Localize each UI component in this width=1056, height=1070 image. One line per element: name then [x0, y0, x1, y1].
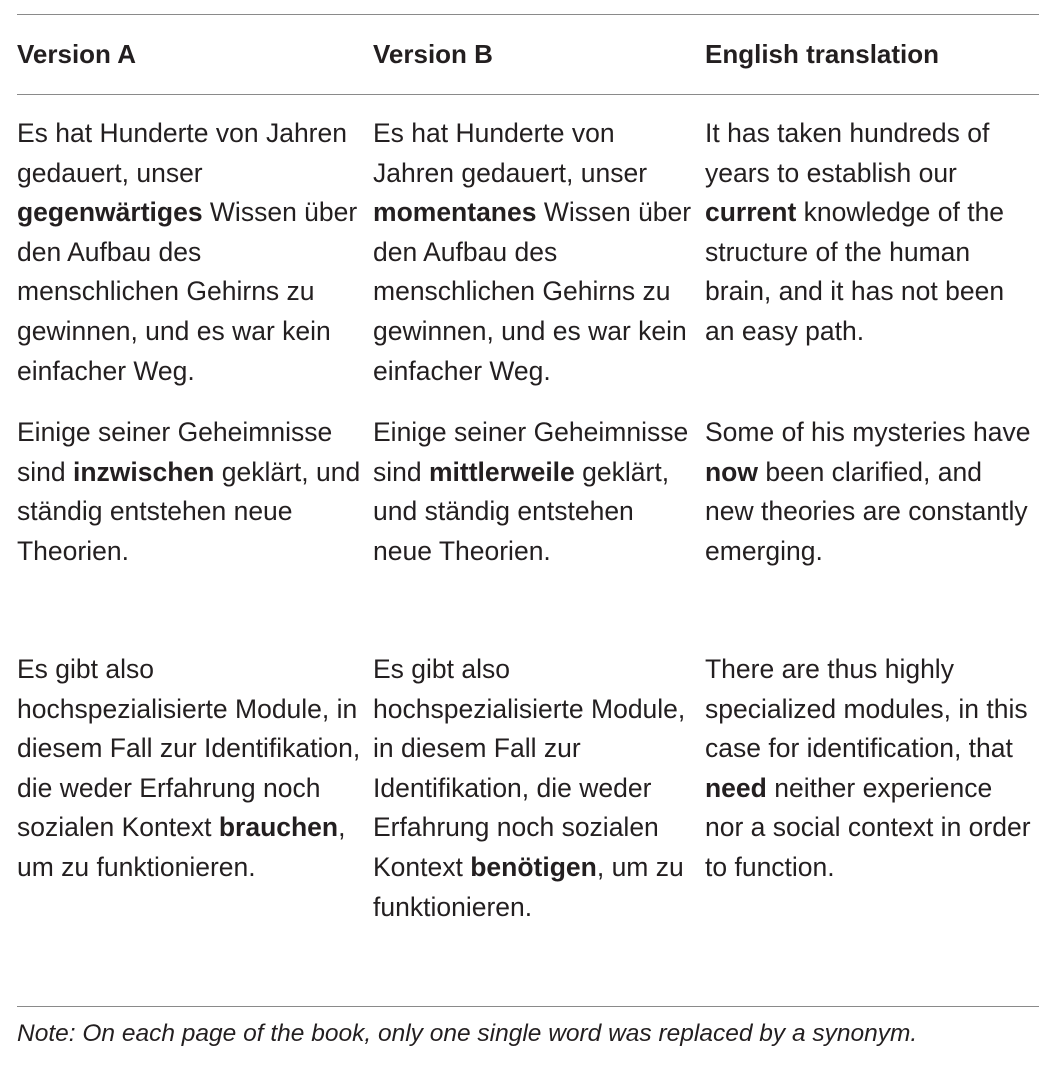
cell-version-b: Es gibt also hochspezialisierte Module, in diesem Fall zur Identifikation, die weder Erfahrung noch sozialen Kontext benötigen, um zu funktionieren. — [373, 654, 686, 922]
table-row — [17, 95, 1039, 413]
replaced-word: brauchen — [218, 812, 339, 843]
replaced-word: gegenwärtiges — [17, 197, 203, 228]
cell-version-b: Es hat Hunderte von Jahren gedauert, unser momentanes Wissen über den Aufbau des menschlichen Gehirns zu gewinnen, und es war kein einfacher Weg. — [373, 118, 692, 386]
bottom-rule — [17, 1006, 1039, 1007]
replaced-word: need — [705, 772, 767, 803]
synonym-table — [17, 14, 1039, 1003]
table-row — [17, 413, 1039, 650]
replaced-word: current — [705, 197, 797, 228]
replaced-word: benötigen — [470, 851, 597, 882]
table-note: Note: On each page of the book, only one single word was replaced by a synonym. — [17, 1020, 918, 1047]
replaced-word: inzwischen — [72, 456, 215, 487]
cell-version-a: Es hat Hunderte von Jahren gedauert, unser gegenwärtiges Wissen über den Aufbau des menschlichen Gehirns zu gewinnen, und es war kein einfacher Weg. — [17, 118, 358, 386]
replaced-word: momentanes — [373, 197, 537, 228]
cell-english-translation: Some of his mysteries have now been clarified, and new theories are constantly emerging. — [705, 417, 1031, 566]
header-version-b: Version B — [373, 39, 493, 69]
replaced-word: mittlerweile — [428, 456, 575, 487]
cell-version-a: Einige seiner Geheimnisse sind inzwischen geklärt, und ständig entstehen neue Theorien. — [17, 417, 361, 566]
header-version-a: Version A — [17, 39, 136, 69]
header-row — [17, 15, 1039, 94]
cell-english-translation: It has taken hundreds of years to establish our current knowledge of the structure of the human brain, and it has not been an easy path. — [705, 118, 1005, 346]
cell-version-a: Es gibt also hochspezialisierte Module, in diesem Fall zur Identifikation, die weder Erfahrung noch sozialen Kontext brauchen, um zu funktionieren. — [17, 654, 361, 882]
replaced-word: now — [705, 456, 758, 487]
table-row — [17, 650, 1039, 1003]
cell-english-translation: There are thus highly specialized modules, in this case for identification, that need neither experience nor a social context in order to function. — [705, 654, 1031, 882]
cell-version-b: Einige seiner Geheimnisse sind mittlerweile geklärt, und ständig entstehen neue Theorien. — [373, 417, 689, 566]
header-english-translation: English translation — [705, 39, 940, 69]
